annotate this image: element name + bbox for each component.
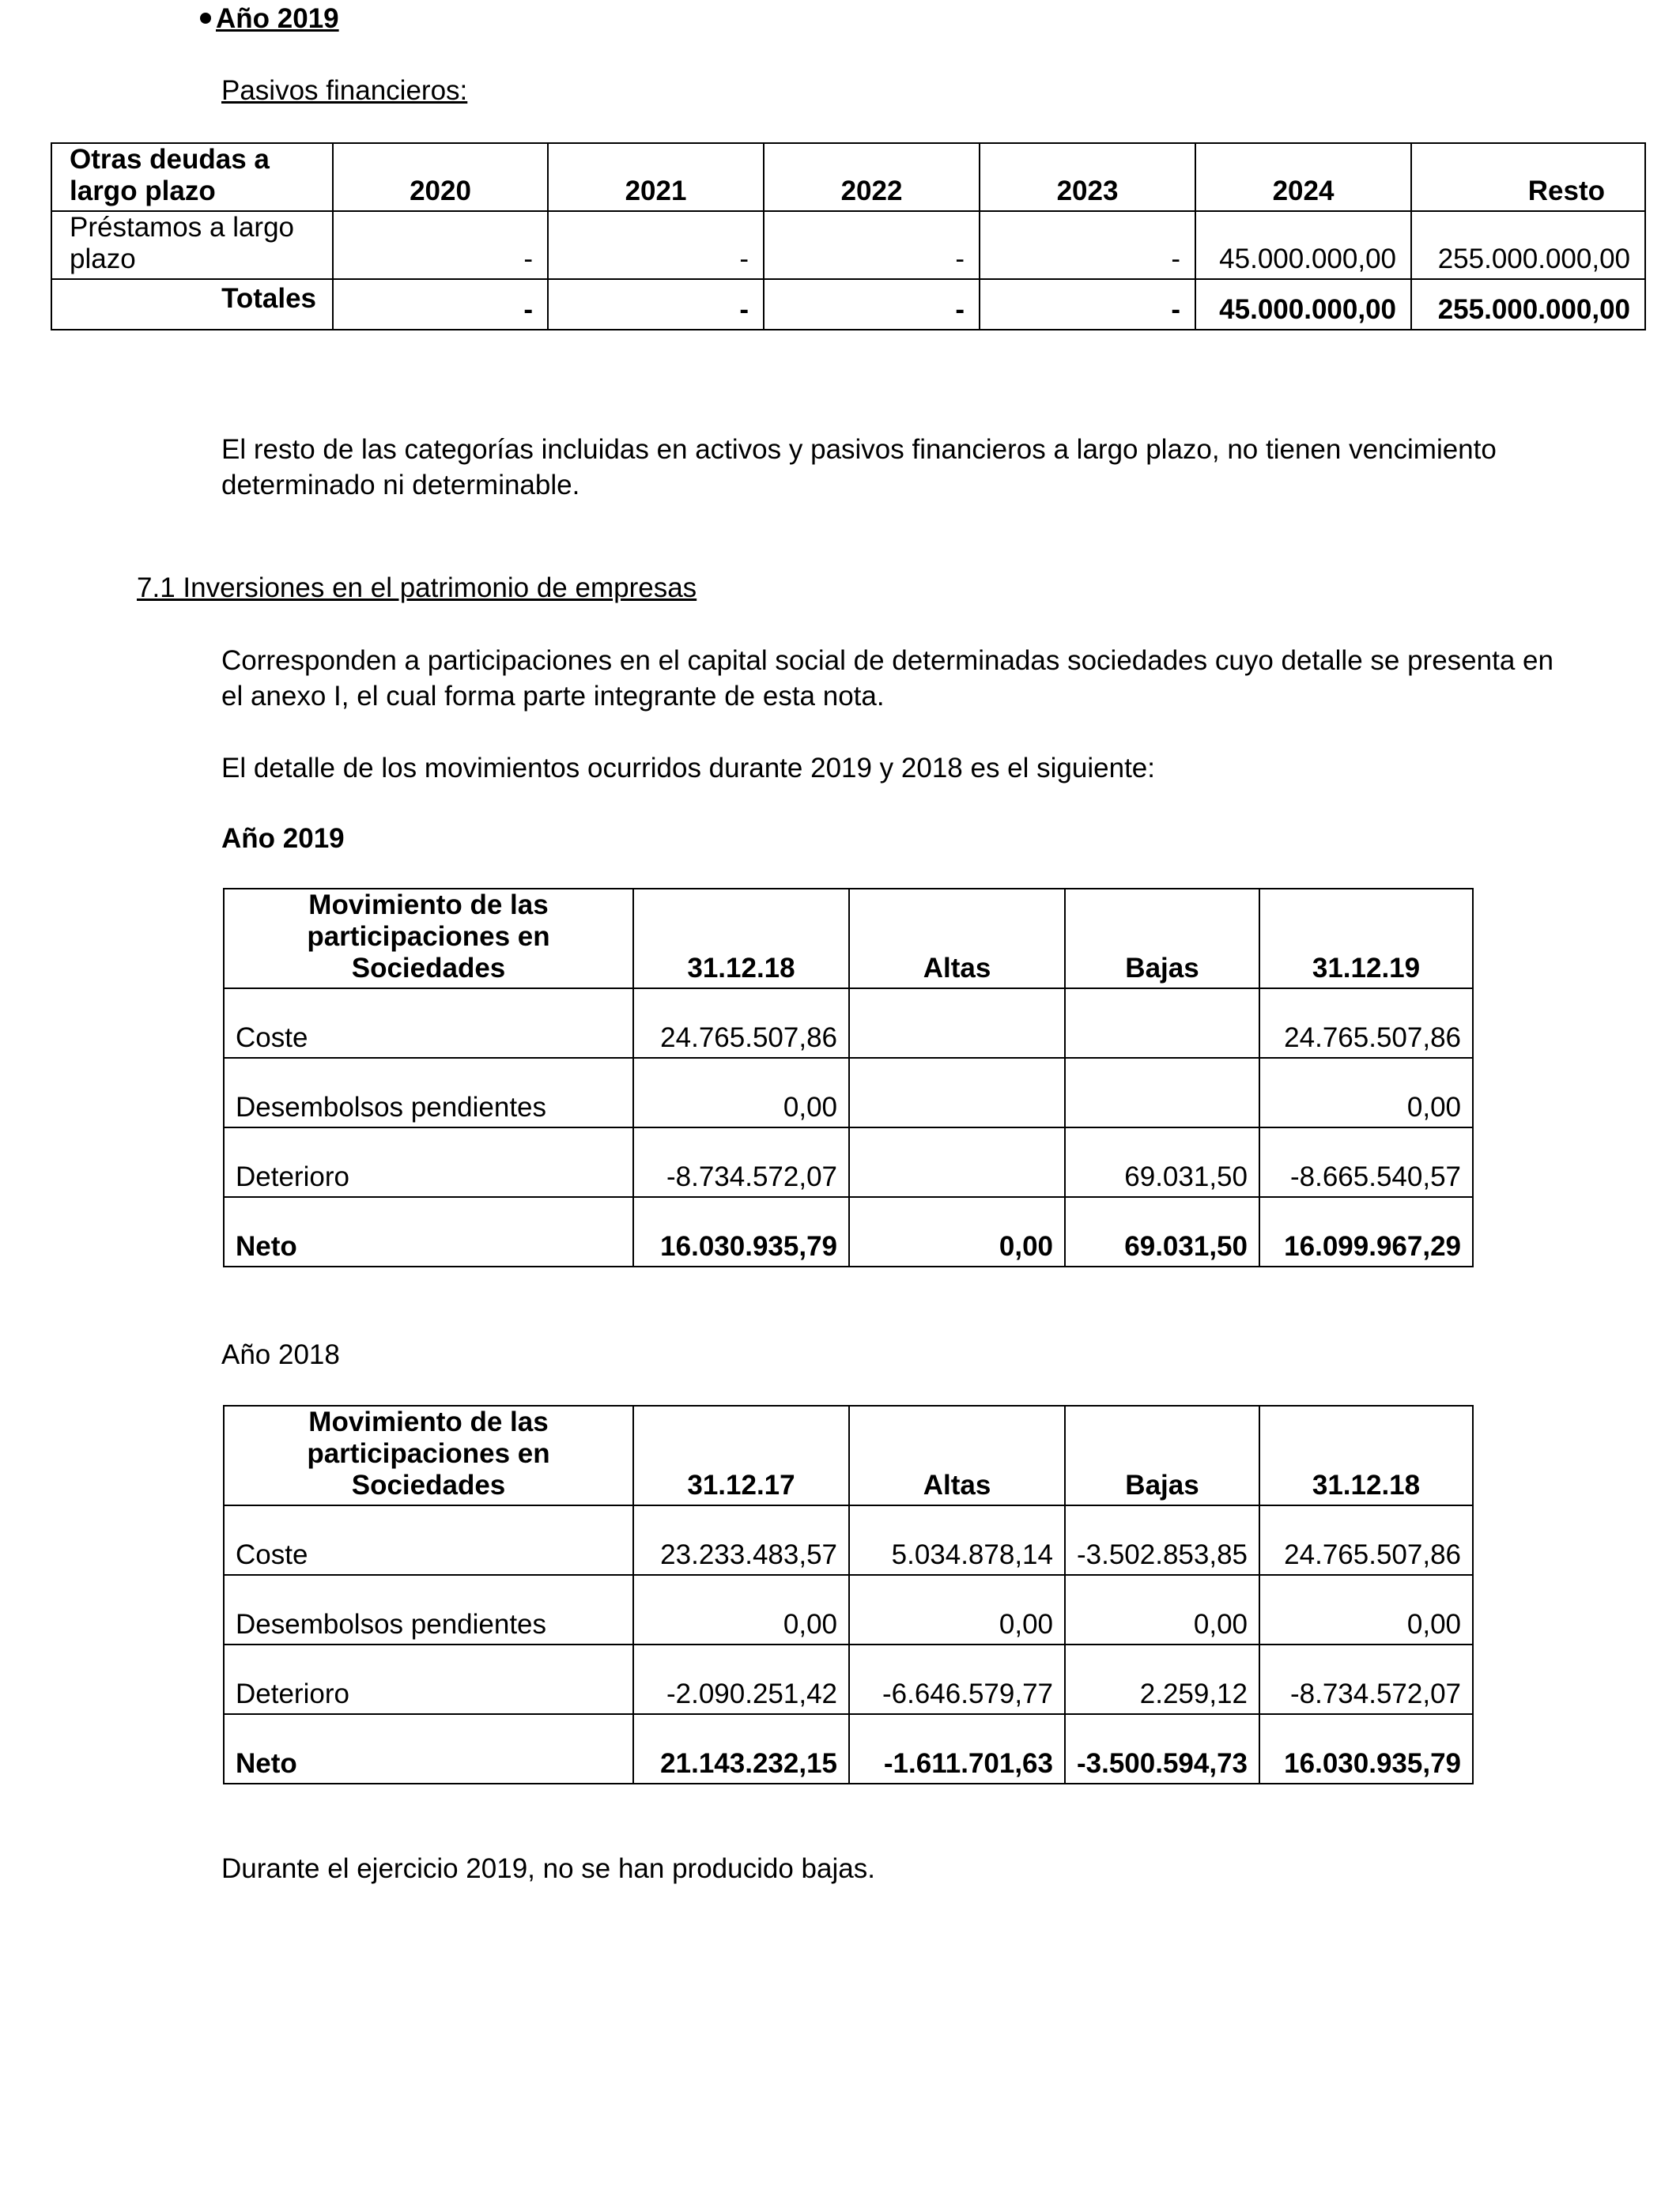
pasivos-financieros-title: Pasivos financieros: (221, 75, 468, 106)
cell: - (548, 279, 764, 330)
cell: -1.611.701,63 (849, 1714, 1065, 1784)
row-label: Desembolsos pendientes (224, 1058, 633, 1127)
cell: - (764, 211, 980, 279)
cell: 2.259,12 (1065, 1645, 1259, 1714)
cell: -3.500.594,73 (1065, 1714, 1259, 1784)
cell (1065, 1058, 1259, 1127)
cell: 0,00 (1259, 1575, 1473, 1645)
cell: - (980, 211, 1195, 279)
table-row (224, 1127, 1473, 1197)
cell: 24.765.507,86 (1259, 1505, 1473, 1575)
cell: -8.734.572,07 (1259, 1645, 1473, 1714)
row-label: Neto (224, 1714, 633, 1784)
header-cell: Altas (849, 889, 1065, 988)
row-label: Deterioro (224, 1645, 633, 1714)
row-label: Neto (224, 1197, 633, 1267)
cell: 23.233.483,57 (633, 1505, 849, 1575)
cell: 0,00 (849, 1197, 1065, 1267)
header-cell: 2023 (980, 143, 1195, 211)
cell: 69.031,50 (1065, 1197, 1259, 1267)
cell: 255.000.000,00 (1411, 279, 1645, 330)
cell: 16.030.935,79 (633, 1197, 849, 1267)
year-2019-bullet-heading: Año 2019 (200, 2, 339, 36)
header-cell: 2024 (1195, 143, 1411, 211)
heading-year-2018: Año 2018 (221, 1339, 340, 1370)
header-cell: Bajas (1065, 1406, 1259, 1505)
cell: 0,00 (1259, 1058, 1473, 1127)
header-cell: 31.12.18 (633, 889, 849, 988)
cell (849, 988, 1065, 1058)
table-row-totales (51, 279, 1645, 330)
movimientos-2019-table (223, 888, 1474, 1267)
table-row (224, 1645, 1473, 1714)
bullet-icon (200, 13, 211, 24)
table-header-row (51, 143, 1645, 211)
cell: 0,00 (849, 1575, 1065, 1645)
cell: 0,00 (633, 1058, 849, 1127)
header-cell: 31.12.18 (1259, 1406, 1473, 1505)
otras-deudas-table (51, 142, 1646, 330)
paragraph-final: Durante el ejercicio 2019, no se han producido bajas. (221, 1853, 875, 1884)
table-row (224, 1505, 1473, 1575)
table-header-row (224, 1406, 1473, 1505)
header-cell: 2022 (764, 143, 980, 211)
cell: 45.000.000,00 (1195, 211, 1411, 279)
table-row-neto (224, 1197, 1473, 1267)
cell: -2.090.251,42 (633, 1645, 849, 1714)
table-header-row (224, 889, 1473, 988)
cell: 24.765.507,86 (633, 988, 849, 1058)
row-label: Totales (51, 279, 333, 330)
cell (849, 1127, 1065, 1197)
header-cell: Movimiento de las participaciones en Sociedades (224, 1406, 633, 1505)
row-label: Deterioro (224, 1127, 633, 1197)
cell: 69.031,50 (1065, 1127, 1259, 1197)
cell: 0,00 (1065, 1575, 1259, 1645)
header-cell: 31.12.17 (633, 1406, 849, 1505)
header-cell: Resto (1411, 143, 1645, 211)
header-cell: 2020 (333, 143, 548, 211)
section-title-inversiones: 7.1 Inversiones en el patrimonio de empresas (137, 572, 697, 603)
header-cell: Altas (849, 1406, 1065, 1505)
table-row-neto (224, 1714, 1473, 1784)
table-row (224, 1058, 1473, 1127)
cell: - (333, 211, 548, 279)
cell: 45.000.000,00 (1195, 279, 1411, 330)
header-cell: Bajas (1065, 889, 1259, 988)
row-label: Coste (224, 988, 633, 1058)
cell: -8.734.572,07 (633, 1127, 849, 1197)
table-row (224, 988, 1473, 1058)
table-row (224, 1575, 1473, 1645)
cell (1065, 988, 1259, 1058)
cell: 24.765.507,86 (1259, 988, 1473, 1058)
cell: -3.502.853,85 (1065, 1505, 1259, 1575)
header-cell: 2021 (548, 143, 764, 211)
movimientos-2018-table (223, 1405, 1474, 1784)
paragraph-corresponden: Corresponden a participaciones en el capital social de determinadas sociedades cuyo detalle se presenta en el anexo I, el cual forma parte integrante de esta nota. (221, 645, 1554, 712)
cell: 16.099.967,29 (1259, 1197, 1473, 1267)
cell: 16.030.935,79 (1259, 1714, 1473, 1784)
header-cell: 31.12.19 (1259, 889, 1473, 988)
row-label: Préstamos a largo plazo (51, 211, 333, 279)
paragraph-resto: El resto de las categorías incluidas en activos y pasivos financieros a largo plazo, no tienen vencimiento determinado ni determinable. (221, 434, 1497, 500)
cell: - (548, 211, 764, 279)
cell: - (764, 279, 980, 330)
row-label: Desembolsos pendientes (224, 1575, 633, 1645)
cell: 5.034.878,14 (849, 1505, 1065, 1575)
cell (849, 1058, 1065, 1127)
cell: -6.646.579,77 (849, 1645, 1065, 1714)
heading-year-2019: Año 2019 (221, 823, 345, 854)
cell: 0,00 (633, 1575, 849, 1645)
cell: -8.665.540,57 (1259, 1127, 1473, 1197)
table-row (51, 211, 1645, 279)
header-cell: Movimiento de las participaciones en Sociedades (224, 889, 633, 988)
cell: 21.143.232,15 (633, 1714, 849, 1784)
cell: - (980, 279, 1195, 330)
header-cell: Otras deudas a largo plazo (51, 143, 333, 211)
paragraph-detalle: El detalle de los movimientos ocurridos durante 2019 y 2018 es el siguiente: (221, 753, 1155, 784)
cell: 255.000.000,00 (1411, 211, 1645, 279)
row-label: Coste (224, 1505, 633, 1575)
cell: - (333, 279, 548, 330)
